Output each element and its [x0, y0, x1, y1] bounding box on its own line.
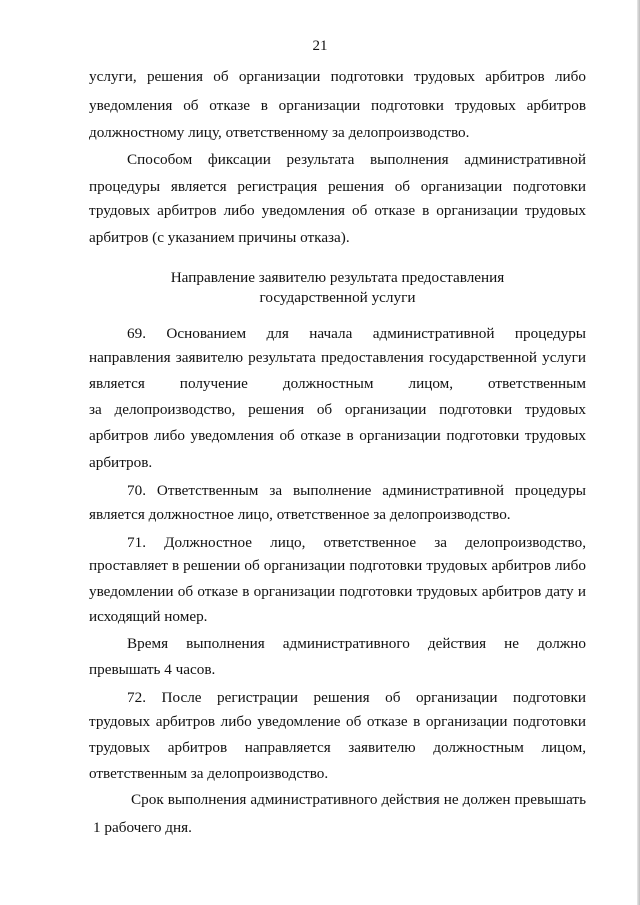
- text-line: уведомления об отказе в организации подготовки трудовых арбитров: [89, 97, 586, 114]
- text-line: Способом фиксации результата выполнения административной: [127, 151, 586, 168]
- text-line: исходящий номер.: [89, 608, 208, 625]
- text-line: является получение должностным лицом, ответственным: [89, 375, 586, 392]
- text-line: Время выполнения административного действия не должно: [127, 635, 586, 652]
- text-line: трудовых арбитров либо уведомление об отказе в организации подготовки: [89, 713, 586, 730]
- page-number: 21: [312, 38, 328, 54]
- text-line: трудовых арбитров направляется заявителю должностным лицом,: [89, 739, 586, 756]
- section-heading-line: государственной услуги: [259, 289, 416, 306]
- text-line: уведомлении об отказе в организации подготовки трудовых арбитров дату и: [89, 583, 586, 600]
- text-line: 1 рабочего дня.: [93, 819, 192, 836]
- text-line: услуги, решения об организации подготовки трудовых арбитров либо: [89, 68, 586, 85]
- text-line: 70. Ответственным за выполнение административной процедуры: [127, 482, 586, 499]
- text-line: трудовых арбитров либо уведомления об отказе в организации трудовых: [89, 202, 586, 219]
- text-line: 72. После регистрации решения об организации подготовки: [127, 689, 586, 706]
- text-line: 69. Основанием для начала административной процедуры: [127, 325, 586, 342]
- text-line: является должностное лицо, ответственное за делопроизводство.: [89, 506, 511, 523]
- text-line: процедуры является регистрация решения об организации подготовки: [89, 178, 586, 195]
- text-line: 71. Должностное лицо, ответственное за делопроизводство,: [127, 534, 586, 551]
- text-line: проставляет в решении об организации подготовки трудовых арбитров либо: [89, 557, 586, 574]
- section-heading-line: Направление заявителю результата предоставления: [170, 269, 505, 286]
- text-line: направления заявителю результата предоставления государственной услуги: [89, 349, 586, 366]
- text-line: за делопроизводство, решения об организации подготовки трудовых: [89, 401, 586, 418]
- text-line: превышать 4 часов.: [89, 661, 216, 678]
- text-line: арбитров либо уведомления об отказе в организации подготовки трудовых: [89, 427, 586, 444]
- text-line: Срок выполнения административного действия не должен превышать: [131, 791, 586, 808]
- text-line: должностному лицу, ответственному за делопроизводство.: [89, 124, 470, 141]
- text-line: арбитров.: [89, 454, 153, 471]
- text-line: арбитров (с указанием причины отказа).: [89, 229, 350, 246]
- text-line: ответственным за делопроизводство.: [89, 765, 329, 782]
